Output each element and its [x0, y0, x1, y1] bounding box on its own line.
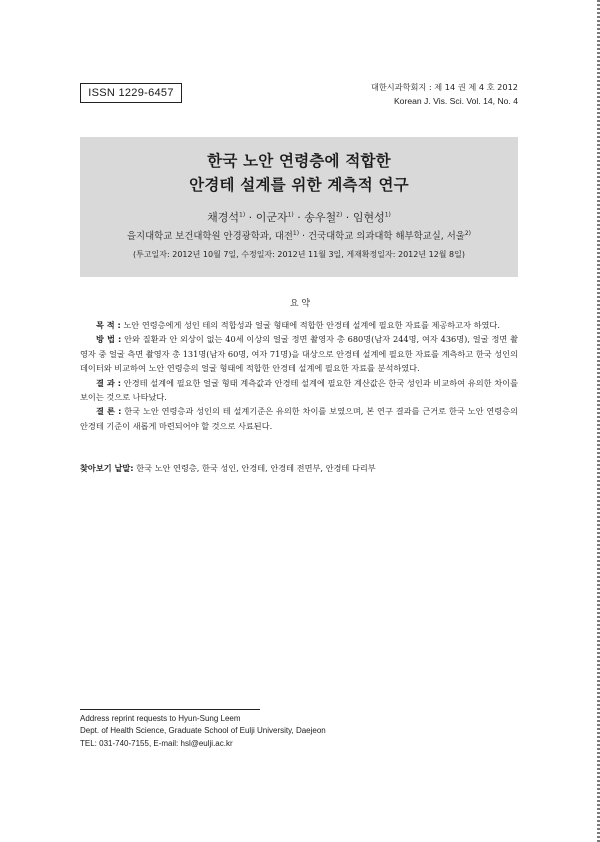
- title-line-1: 한국 노안 연령층에 적합한: [207, 152, 391, 170]
- author-name: 송우철: [304, 211, 337, 224]
- journal-korean: 대한시과학회지 : 제 14 권 제 4 호 2012: [370, 82, 518, 92]
- abstract-paragraph: [80, 318, 518, 332]
- keywords-label: 찾아보기 낱말:: [80, 463, 134, 473]
- author-name: 이군자: [255, 211, 288, 224]
- author-affiliation-mark: 2): [336, 211, 343, 219]
- affiliation-text: · 건국대학교 의과대학 해부학교실, 서울: [299, 231, 465, 242]
- abstract-label: 방 법 :: [96, 334, 122, 345]
- author-affiliation-mark: 1): [384, 211, 391, 219]
- abstract-text: 한국 노안 연령층과 성인의 테 설계기준은 유의한 차이를 보였으며, 본 연구 결과를 근거로 한국 노안 연령층의 안경테 기준이 새롭게 마련되어야 할 것으로 사료된다.: [80, 406, 518, 431]
- journal-info: [371, 80, 518, 108]
- title-line-2: 안경테 설계를 위한 계측적 연구: [189, 176, 409, 194]
- footnote-divider: [80, 709, 260, 710]
- footnote-line: Address reprint requests to Hyun-Sung Leem: [80, 714, 241, 723]
- issn-box: ISSN 1229-6457: [80, 83, 182, 103]
- affiliation-line: [80, 228, 518, 242]
- author-separator: ·: [293, 211, 305, 224]
- author-list: [80, 209, 518, 225]
- abstract-paragraph: [80, 376, 518, 405]
- title-block: [80, 137, 518, 277]
- abstract-heading: 요 약: [289, 299, 311, 309]
- author-affiliation-mark: 1): [239, 211, 246, 219]
- abstract-paragraph: [80, 404, 518, 433]
- abstract-text: 노안 연령층에게 성인 테의 적합성과 얼굴 형태에 적합한 안경테 설계에 필요한 자료를 제공하고자 하였다.: [120, 320, 500, 330]
- author-affiliation-mark: 1): [287, 211, 294, 219]
- author-name: 임현성: [352, 211, 385, 224]
- submission-dates: (투고일자: 2012년 10월 7일, 수정일자: 2012년 11월 3일, 게재확정일자: 2012년 12월 8일): [132, 250, 465, 259]
- author-separator: ·: [245, 211, 256, 224]
- abstract-text: 안경테 설계에 필요한 얼굴 형태 계측값과 안경테 설계에 필요한 계산값은 한국 성인과 비교하여 유의한 차이를 보이는 것으로 나타났다.: [80, 377, 518, 403]
- abstract-text: 안와 질환과 안 외상이 없는 40세 이상의 얼굴 정면 촬영자 총 680명(남자 244명, 여자 436명), 얼굴 정면 촬영자 중 얼굴 측면 촬영자 총 131명(남자 60명, 여자 71명)을 대상으로 안경테 설계에 필요한 자료를 계측하고 한국 성인의 데이터와 비교하여 노안 연령층의 얼굴 형태에 적합한 안경테 설계에 필요한 자료를 분석하였다.: [80, 334, 519, 374]
- abstract-label: 결 론 :: [96, 406, 122, 417]
- abstract-label: 목 적 :: [96, 320, 121, 330]
- footnote-line: TEL: 031-740-7155, E-mail: hsl@eulji.ac.kr: [80, 738, 233, 748]
- author-separator: ·: [342, 211, 353, 224]
- affiliation-mark: 2): [464, 229, 471, 237]
- affiliation-mark: 1): [292, 229, 300, 237]
- journal-english: Korean J. Vis. Sci. Vol. 14, No. 4: [393, 96, 518, 106]
- affiliation-text: 을지대학교 보건대학원 안경광학과, 대전: [127, 231, 293, 242]
- keywords-text: 한국 노안 연령층, 한국 성인, 안경테, 안경테 전면부, 안경테 다리부: [133, 463, 376, 473]
- abstract-paragraph: [80, 332, 518, 375]
- correspondence-footnote: [80, 713, 326, 750]
- abstract-body: [80, 318, 518, 433]
- keywords: [80, 463, 518, 474]
- author-name: 채경석: [207, 211, 240, 224]
- abstract-label: 결 과 :: [96, 377, 122, 388]
- footnote-line: Dept. of Health Science, Graduate School of Eulji University, Daejeon: [80, 726, 326, 736]
